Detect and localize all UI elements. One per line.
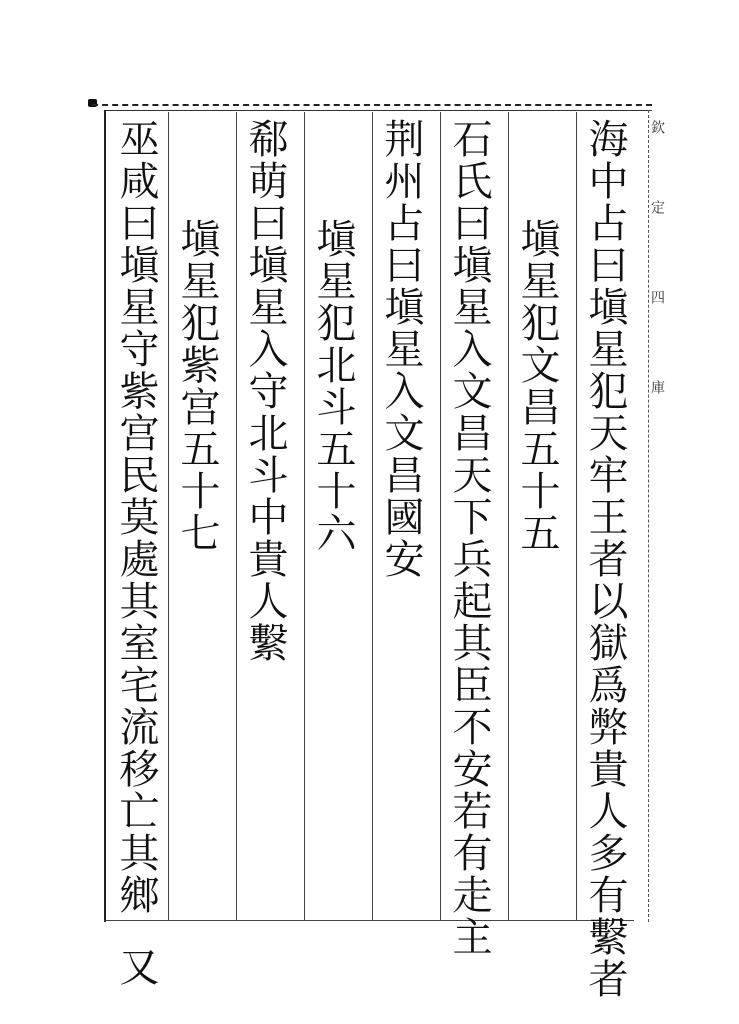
column-divider bbox=[168, 112, 169, 920]
text-column-4: 荆州占曰塡星入文昌國安 bbox=[378, 118, 424, 580]
text-column-3: 石氏曰塡星入文昌天下兵起其臣不安若有走主 bbox=[446, 118, 492, 958]
column-divider bbox=[372, 112, 373, 920]
column-divider bbox=[236, 112, 237, 920]
column-divider bbox=[508, 112, 509, 920]
margin-fragment: 四 bbox=[649, 290, 665, 304]
frame-top-line bbox=[92, 104, 652, 106]
column-divider bbox=[440, 112, 441, 920]
margin-fragment: 定 bbox=[649, 200, 665, 214]
frame-bottom-line bbox=[104, 920, 634, 921]
text-column-7: 塡星犯紫宫五十七 bbox=[174, 218, 220, 554]
frame-right-line bbox=[648, 110, 649, 922]
frame-left-line bbox=[104, 110, 106, 922]
text-column-5: 塡星犯北斗五十六 bbox=[310, 218, 356, 554]
text-column-8-main: 巫咸曰塡星守紫宫民莫處其室宅流移亡其鄉 bbox=[113, 118, 159, 916]
margin-fragment: 庫 bbox=[649, 380, 665, 394]
column-divider bbox=[304, 112, 305, 920]
text-column-8 bbox=[113, 118, 159, 988]
text-column-8-tail: 又 bbox=[113, 946, 159, 988]
text-column-1: 海中占曰塡星犯天牢王者以獄爲弊貴人多有繫者 bbox=[582, 118, 628, 1000]
frame-inner-top-line bbox=[104, 110, 652, 111]
text-column-6: 郗萌曰塡星入守北斗中貴人繫 bbox=[242, 118, 288, 664]
margin-fragment: 欽 bbox=[649, 120, 665, 134]
text-column-2: 塡星犯文昌五十五 bbox=[514, 218, 560, 554]
column-divider bbox=[576, 112, 577, 920]
